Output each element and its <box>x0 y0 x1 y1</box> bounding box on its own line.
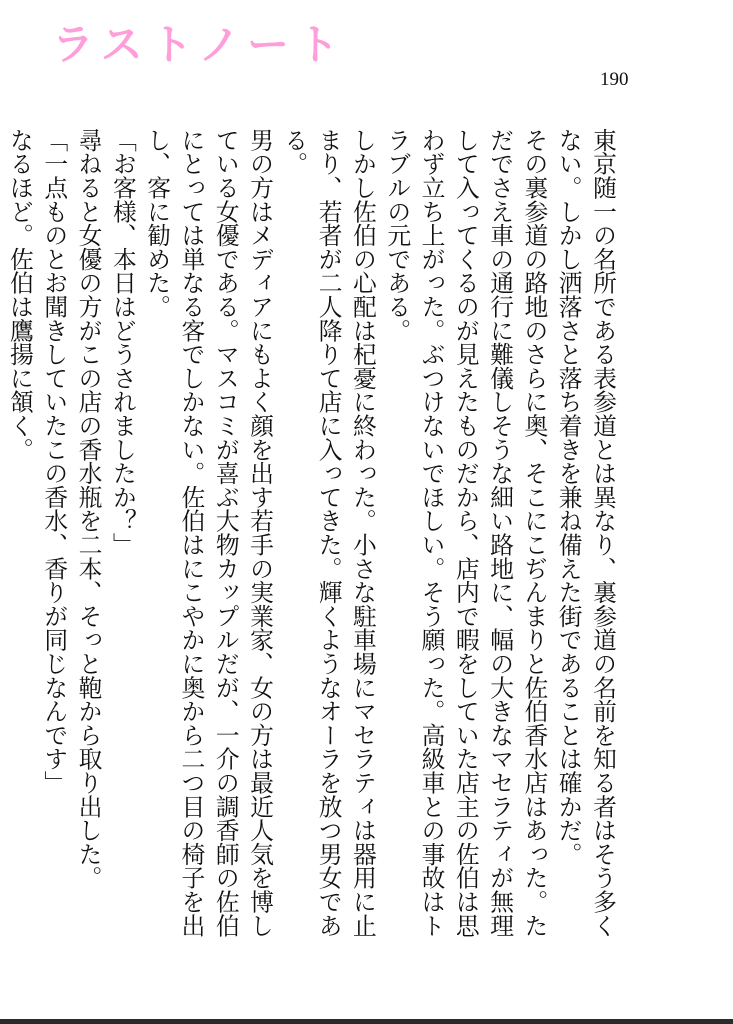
paragraph: なるほど。佐伯は鷹揚に頷く。 <box>5 128 34 462</box>
paragraph: その裏参道の路地のさらに奥、そこにこぢんまりと佐伯香水店はあった。ただでさえ車の通行に難儀しそうな細い路地に、幅の大きなマセラティが無理して入ってくるのが見えたものだから、店内で暇をしていた店主の佐伯は思わず立ち上がった。ぶつけないでほしい。そう願った。高級車との事故はトラブルの元である。 <box>383 128 549 938</box>
dialogue-line: 「一点ものとお聞きしていたこの香水、香りが同じなんです」 <box>40 128 69 795</box>
paragraph: 男の方はメディアにもよく顔を出す若手の実業家、女の方は最近人気を博している女優である。マスコミが喜ぶ大物カップルだが、一介の調香師の佐伯にとっては単なる客でしかない。佐伯はにこやかに奥から二つ目の椅子を出し、客に勧めた。 <box>143 128 275 938</box>
paragraph <box>0 128 3 938</box>
page-number: 190 <box>600 69 629 90</box>
app-title: ラストノート <box>52 20 347 69</box>
dialogue-line: 「お客様、本日はどうされましたか？」 <box>108 128 137 557</box>
paragraph: 尋ねると女優の方がこの店の香水瓶を二本、そっと鞄から取り出した。 <box>74 128 103 890</box>
paragraph: しかし佐伯の心配は杞憂に終わった。小さな駐車場にマセラティは器用に止まり、若者が二人降りて店に入ってきた。輝くようなオーラを放つ男女である。 <box>280 128 377 938</box>
page-text <box>5 128 620 938</box>
bottom-divider <box>0 1019 733 1024</box>
paragraph: 東京随一の名所である表参道とは異なり、裏参道の名前を知る者はそう多くない。しかし洒落さと落ち着きを兼ね備えた街であることは確かだ。 <box>554 128 617 938</box>
